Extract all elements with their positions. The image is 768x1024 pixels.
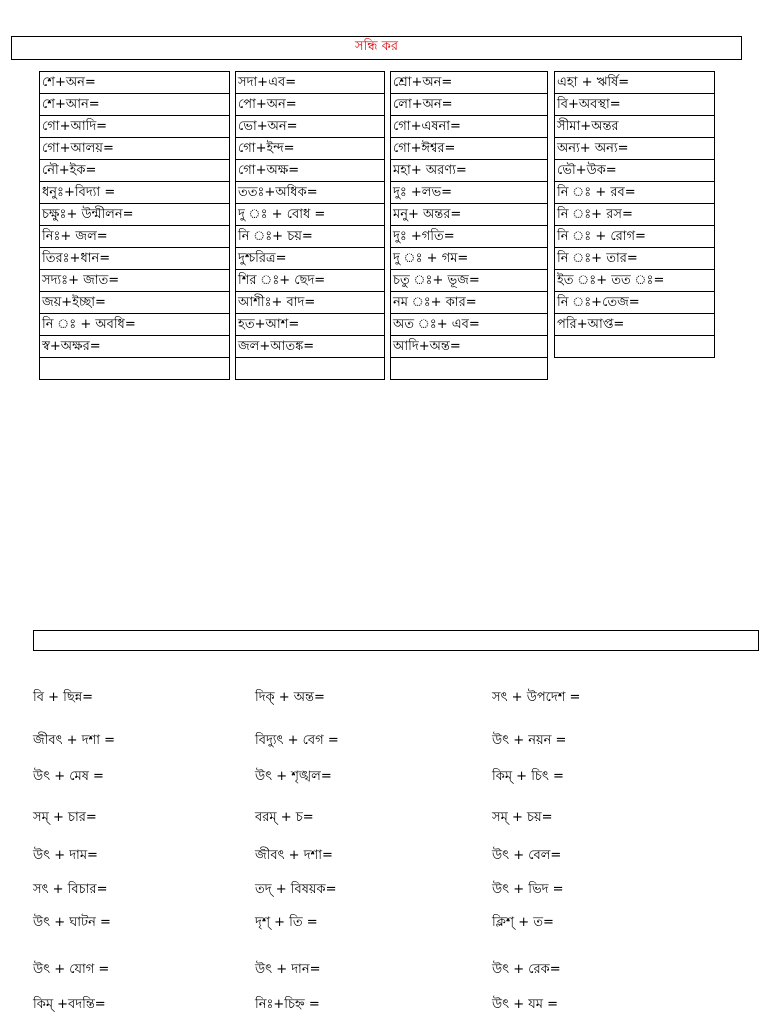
exercise-item: বিদ্যুৎ + বেগ = [255,733,339,748]
exercise-item: কিম্ +বদন্তি= [33,997,106,1012]
exercise-row [0,688,768,708]
table-cell: আদি+অন্ত= [390,335,548,358]
table-cell: দুঃ +গতি= [390,225,548,248]
table-cell: নি ঃ + রোগ= [554,225,715,248]
table-cell: বি+অবস্থা= [554,93,715,116]
table-cell [39,357,230,380]
table-cell: নৌ+ইক= [39,159,230,182]
exercise-item: উৎ + মেষ = [33,769,104,784]
table-cell: শে+অন= [39,71,230,94]
table-cell: নি ঃ+ তার= [554,247,715,270]
table-cell: মনু+ অন্তর= [390,203,548,226]
exercise-item: উৎ + দান= [255,962,321,977]
table-cell: নি ঃ + রব= [554,181,715,204]
exercise-row [0,767,768,787]
table-cell: ততঃ+অধিক= [235,181,385,204]
exercise-item: উৎ + ভিদ = [492,882,564,897]
exercise-row [0,880,768,900]
table-cell [390,357,548,380]
table-cell: তিরঃ+ধান= [39,247,230,270]
table-cell: অন্য+ অন্য= [554,137,715,160]
table-cell: দুঃ +লভ= [390,181,548,204]
table-cell: নিঃ+ জল= [39,225,230,248]
exercise-item: উৎ + দাম= [33,848,98,863]
table-cell: সীমা+অন্তর [554,115,715,138]
table-cell: শে+আন= [39,93,230,116]
exercise-row [0,731,768,751]
table-cell: হত+আশ= [235,313,385,336]
table-cell [235,357,385,380]
table-cell: লো+অন= [390,93,548,116]
exercise-row [0,995,768,1015]
exercise-item: উৎ + নয়ন = [492,733,567,748]
exercise-item: উৎ + যোগ = [33,962,110,977]
table-cell: পরি+আপ্ত= [554,313,715,336]
exercise-item: দিক্ + অন্ত= [255,690,325,705]
table-cell: অত ঃ+ এব= [390,313,548,336]
exercise-item: ক্লিশ্ + ত= [492,915,554,930]
exercise-item: তদ্ + বিষয়ক= [255,882,337,897]
exercise-row [0,960,768,980]
table-cell: ভো+অন= [235,115,385,138]
exercise-row [0,846,768,866]
table-cell: গো+ইন্দ= [235,137,385,160]
section1-title-box [11,36,742,60]
table-cell [554,335,715,358]
table-cell: নি ঃ+ চয়= [235,225,385,248]
table-column-4 [554,71,715,358]
exercise-item: উৎ + ঘাটন = [33,915,111,930]
table-cell: দু ঃ + বোধ = [235,203,385,226]
exercise-item: দৃশ্ + তি = [255,915,318,930]
table-cell: গো+আলয়= [39,137,230,160]
exercise-item: উৎ + যম = [492,997,558,1012]
exercise-item: বরম্ + চ= [255,810,314,825]
exercise-item: সৎ + উপদেশ = [492,690,581,705]
table-cell: নি ঃ+তেজ= [554,291,715,314]
table-cell: নি ঃ+ রস= [554,203,715,226]
table-cell: গো+আদি= [39,115,230,138]
table-cell: সদ্যঃ+ জাত= [39,269,230,292]
table-cell: নম ঃ+ কার= [390,291,548,314]
table-cell: ভৌ+উক= [554,159,715,182]
table-cell: জয়+ইচ্ছা= [39,291,230,314]
exercise-item: জীবৎ + দশা= [255,848,333,863]
table-cell: দু ঃ + গম= [390,247,548,270]
exercise-row [0,808,768,828]
table-cell: নি ঃ + অবধি= [39,313,230,336]
exercise-item: উৎ + বেল= [492,848,562,863]
exercise-row [0,913,768,933]
table-cell: ইত ঃ+ তত ঃ= [554,269,715,292]
table-cell: আশীঃ+ বাদ= [235,291,385,314]
table-cell: ধনুঃ+বিদ্যা = [39,181,230,204]
table-cell: চতু ঃ+ ভূজ= [390,269,548,292]
table-cell: মহা+ অরণ্য= [390,159,548,182]
table-cell: জল+আতঙ্ক= [235,335,385,358]
table-cell: স্ব+অক্ষর= [39,335,230,358]
exercise-item: সম্ + চয়= [492,810,553,825]
table-cell: গো+এষনা= [390,115,548,138]
table-cell: শ্রো+অন= [390,71,548,94]
exercise-item: নিঃ+চিহ্ন = [255,997,320,1012]
exercise-item: সম্ + চার= [33,810,97,825]
table-cell: গো+অক্ষ= [235,159,385,182]
table-column-1 [39,71,230,380]
section2-title-box [33,630,759,651]
exercise-item: সৎ + বিচার= [33,882,108,897]
table-column-3 [390,71,548,380]
table-column-2 [235,71,385,380]
exercise-item: উৎ + রেক= [492,962,561,977]
exercise-item: জীবৎ + দশা = [33,733,116,748]
table-cell: এহা + ঋর্ষি= [554,71,715,94]
table-cell: দুশ্চরিত্র= [235,247,385,270]
exercise-item: বি + ছিন্ন= [33,690,94,705]
table-cell: সদা+এব= [235,71,385,94]
exercise-item: কিম্ + চিৎ = [492,769,564,784]
table-cell: পো+অন= [235,93,385,116]
table-cell: চক্ষুঃ+ উন্মীলন= [39,203,230,226]
section1-title: সন্ধি কর [355,39,398,54]
table-cell: শির ঃ+ ছেদ= [235,269,385,292]
table-cell: গো+ঈশ্বর= [390,137,548,160]
exercise-item: উৎ + শৃঙ্খল= [255,769,332,784]
